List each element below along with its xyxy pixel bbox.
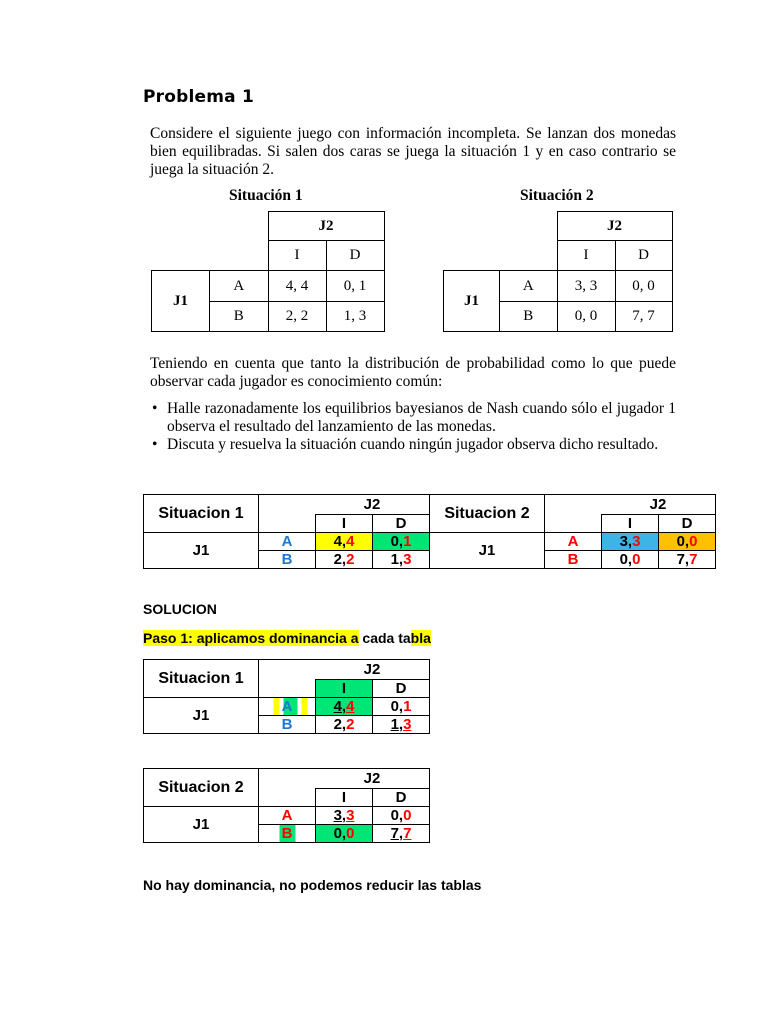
col-i: I xyxy=(316,789,373,807)
col-d: D xyxy=(326,241,384,271)
row-b: B xyxy=(210,302,269,332)
question-item: • Halle razonadamente los equilibrios bayesianos de Nash cuando sólo el jugador 1 observa el resultado del lanzamiento de las monedas. xyxy=(150,400,676,436)
row-player-j1: J1 xyxy=(152,271,210,332)
col-d: D xyxy=(373,515,430,533)
payoff-cell: 0,0 xyxy=(316,825,373,843)
situation-1-table xyxy=(151,211,385,332)
payoff-cell: 7,7 xyxy=(659,551,716,569)
row-player-j1: J1 xyxy=(430,533,545,569)
problem-title: Problema 1 xyxy=(143,87,254,107)
row-a: A xyxy=(545,533,602,551)
col-i: I xyxy=(268,241,326,271)
payoff-cell: 0,0 xyxy=(659,533,716,551)
header-j2: J2 xyxy=(545,495,716,515)
payoff-cell: 3,3 xyxy=(602,533,659,551)
table-title: Situacion 2 xyxy=(430,495,545,533)
row-b: B xyxy=(259,551,316,569)
payoff-cell: 7, 7 xyxy=(615,302,672,332)
table-title: Situacion 1 xyxy=(144,660,259,698)
col-i: I xyxy=(316,680,373,698)
col-d: D xyxy=(615,241,672,271)
header-j2: J2 xyxy=(268,212,384,241)
situation-1-label: Situación 1 xyxy=(229,187,303,204)
question-list xyxy=(150,400,676,454)
situation-2-table xyxy=(443,211,673,332)
payoff-cell: 0,1 xyxy=(373,533,430,551)
col-i: I xyxy=(316,515,373,533)
payoff-cell: 2,2 xyxy=(316,716,373,734)
sol-situation-2-colored xyxy=(429,494,716,569)
conclusion-text: No hay dominancia, no podemos reducir las tablas xyxy=(143,877,482,893)
col-d: D xyxy=(373,789,430,807)
payoff-cell: 7,7 xyxy=(373,825,430,843)
table-title: Situacion 1 xyxy=(144,495,259,533)
common-knowledge-paragraph: Teniendo en cuenta que tanto la distribución de probabilidad como lo que puede observar cada jugador es conocimiento común: xyxy=(150,355,676,390)
table-title: Situacion 2 xyxy=(144,769,259,807)
solution-heading: SOLUCION xyxy=(143,601,217,617)
payoff-cell: 0, 1 xyxy=(326,271,384,302)
payoff-cell: 2, 2 xyxy=(268,302,326,332)
payoff-cell: 4,4 xyxy=(316,533,373,551)
payoff-cell: 3, 3 xyxy=(557,271,615,302)
row-player-j1: J1 xyxy=(144,533,259,569)
payoff-cell: 0,1 xyxy=(373,698,430,716)
situation-2-label: Situación 2 xyxy=(520,187,594,204)
row-b: B xyxy=(259,825,316,843)
col-d: D xyxy=(373,680,430,698)
payoff-cell: 2,2 xyxy=(316,551,373,569)
row-a: A xyxy=(259,807,316,825)
payoff-cell: 0,0 xyxy=(373,807,430,825)
sol-situation-1-colored xyxy=(143,494,430,569)
header-j2: J2 xyxy=(259,769,430,789)
col-d: D xyxy=(659,515,716,533)
col-i: I xyxy=(557,241,615,271)
payoff-cell: 1,3 xyxy=(373,551,430,569)
row-player-j1: J1 xyxy=(444,271,500,332)
row-a: A xyxy=(500,271,558,302)
intro-paragraph: Considere el siguiente juego con información incompleta. Se lanzan dos monedas bien equilibradas. Si salen dos caras se juega la situación 1 y en caso contrario se juega la situación 2. xyxy=(150,125,676,178)
row-b: B xyxy=(259,716,316,734)
payoff-cell: 1, 3 xyxy=(326,302,384,332)
step-1-text: Paso 1: aplicamos dominancia a cada tabla xyxy=(143,630,431,646)
row-player-j1: J1 xyxy=(144,807,259,843)
row-player-j1: J1 xyxy=(144,698,259,734)
header-j2: J2 xyxy=(259,660,430,680)
payoff-cell: 0, 0 xyxy=(557,302,615,332)
payoff-cell: 3,3 xyxy=(316,807,373,825)
dominance-situation-2 xyxy=(143,768,430,843)
row-a: A xyxy=(259,533,316,551)
col-i: I xyxy=(602,515,659,533)
payoff-cell: 4, 4 xyxy=(268,271,326,302)
payoff-cell: 1,3 xyxy=(373,716,430,734)
dominance-situation-1 xyxy=(143,659,430,734)
header-j2: J2 xyxy=(259,495,430,515)
header-j2: J2 xyxy=(557,212,672,241)
payoff-cell: 0, 0 xyxy=(615,271,672,302)
row-a: A xyxy=(259,698,316,716)
row-b: B xyxy=(500,302,558,332)
payoff-cell: 0,0 xyxy=(602,551,659,569)
row-b: B xyxy=(545,551,602,569)
row-a: A xyxy=(210,271,269,302)
question-item: • Discuta y resuelva la situación cuando ningún jugador observa dicho resultado. xyxy=(150,436,676,454)
payoff-cell: 4,4 xyxy=(316,698,373,716)
